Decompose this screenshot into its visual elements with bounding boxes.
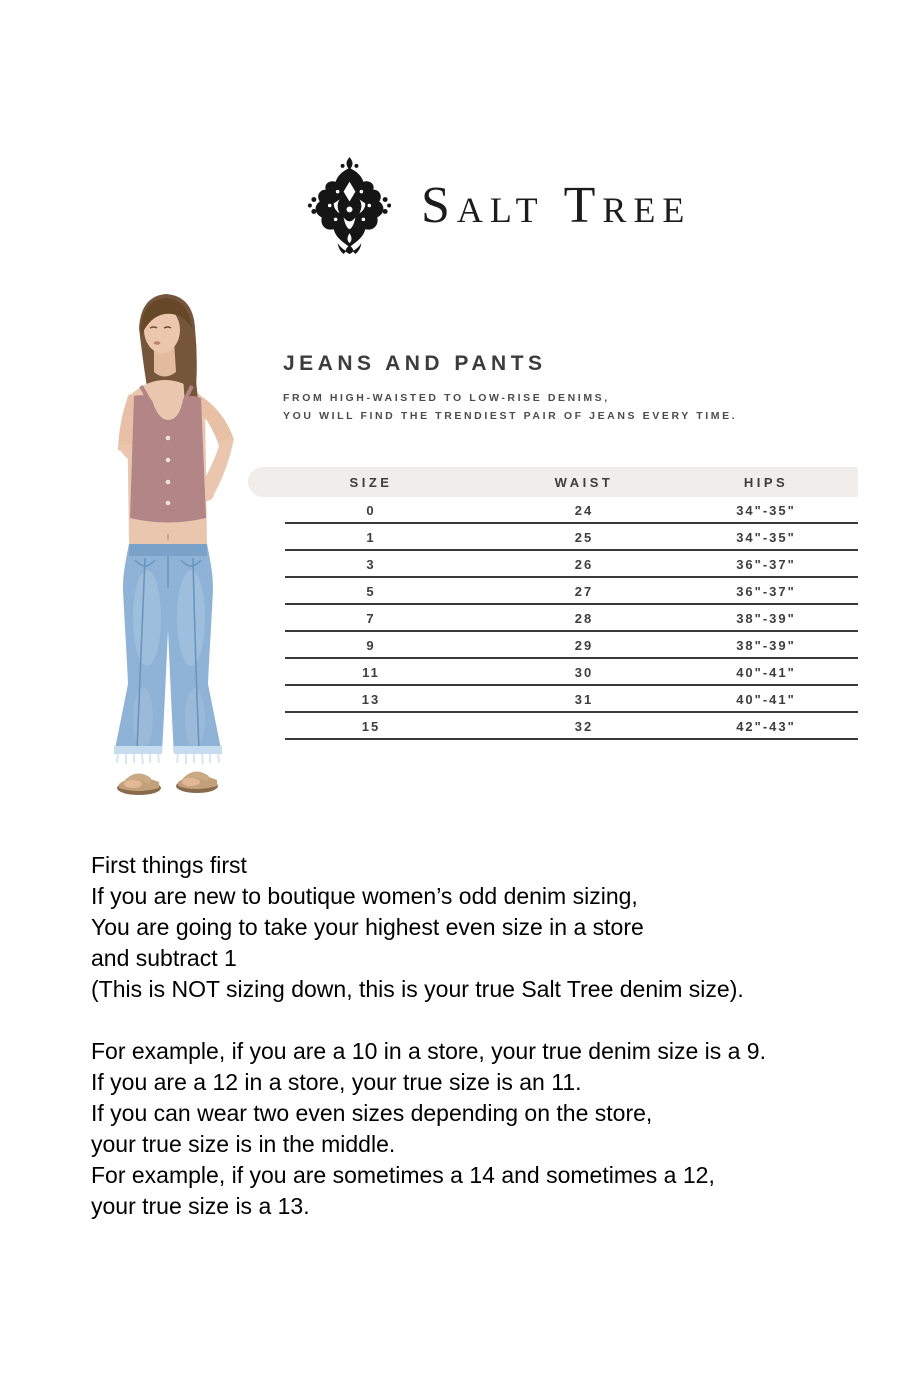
hips-cell: 42"-43": [736, 719, 796, 734]
table-row: [248, 578, 858, 605]
hips-cell: 40"-41": [736, 692, 796, 707]
guide-line: (This is NOT sizing down, this is your true Salt Tree denim size).: [91, 976, 744, 1002]
guide-line: First things first: [91, 852, 247, 878]
waist-cell: 24: [574, 503, 594, 518]
table-row: [248, 551, 858, 578]
waist-cell: 26: [574, 557, 594, 572]
guide-line: For example, if you are sometimes a 14 and sometimes a 12,: [91, 1162, 715, 1188]
hips-cell: 38"-39": [736, 611, 796, 626]
table-row: [248, 686, 858, 713]
hips-cell: 34"-35": [736, 503, 796, 518]
waist-cell: 28: [574, 611, 594, 626]
waist-cell: 29: [574, 638, 594, 653]
waist-cell: 31: [574, 692, 594, 707]
guide-line: If you are a 12 in a store, your true size is an 11.: [91, 1069, 582, 1095]
guide-line: For example, if you are a 10 in a store, your true denim size is a 9.: [91, 1038, 766, 1064]
table-row: [248, 524, 858, 551]
table-row: [248, 659, 858, 686]
column-header-size: SIZE: [349, 474, 393, 490]
section-subtitle-line2: YOU WILL FIND THE TRENDIEST PAIR OF JEANS EVERY TIME.: [283, 410, 738, 422]
size-cell: 5: [366, 584, 376, 599]
size-chart-header-row: [248, 467, 858, 497]
guide-line: If you are new to boutique women’s odd denim sizing,: [91, 883, 638, 909]
size-cell: 11: [362, 665, 380, 680]
sizing-guide-paragraph-2: [91, 1036, 881, 1222]
guide-line: and subtract 1: [91, 945, 237, 971]
column-header-hips: HIPS: [743, 474, 789, 490]
guide-line: your true size is a 13.: [91, 1193, 310, 1219]
size-cell: 9: [366, 638, 376, 653]
sizing-guide-paragraph-1: [91, 850, 881, 1005]
table-row: [248, 605, 858, 632]
hips-cell: 38"-39": [736, 638, 796, 653]
hips-cell: 34"-35": [736, 530, 796, 545]
size-chart-table: [248, 467, 858, 740]
size-cell: 13: [361, 692, 381, 707]
table-row: [248, 497, 858, 524]
column-header-waist: WAIST: [554, 474, 614, 490]
sizing-guide-text: [91, 850, 881, 1222]
waist-cell: 30: [574, 665, 594, 680]
size-cell: 3: [366, 557, 376, 572]
section-subtitle: [283, 389, 737, 425]
hips-cell: 40"-41": [736, 665, 796, 680]
hips-cell: 36"-37": [736, 557, 796, 572]
size-cell: 15: [361, 719, 381, 734]
hips-cell: 36"-37": [736, 584, 796, 599]
damask-ornament-icon: [300, 156, 399, 255]
size-cell: 1: [366, 530, 376, 545]
size-cell: 0: [366, 503, 376, 518]
guide-line: your true size is in the middle.: [91, 1131, 396, 1157]
brand-logo: [300, 156, 691, 255]
waist-cell: 25: [574, 530, 594, 545]
guide-line: You are going to take your highest even size in a store: [91, 914, 644, 940]
section-subtitle-line1: FROM HIGH-WAISTED TO LOW-RISE DENIMS,: [283, 392, 610, 404]
waist-cell: 27: [574, 584, 594, 599]
size-cell: 7: [366, 611, 376, 626]
table-row: [248, 713, 858, 740]
table-row: [248, 632, 858, 659]
brand-name: Salt Tree: [421, 177, 692, 234]
waist-cell: 32: [574, 719, 594, 734]
section-heading: [283, 352, 737, 425]
section-title: JEANS AND PANTS: [283, 352, 547, 375]
guide-line: If you can wear two even sizes depending on the store,: [91, 1100, 653, 1126]
